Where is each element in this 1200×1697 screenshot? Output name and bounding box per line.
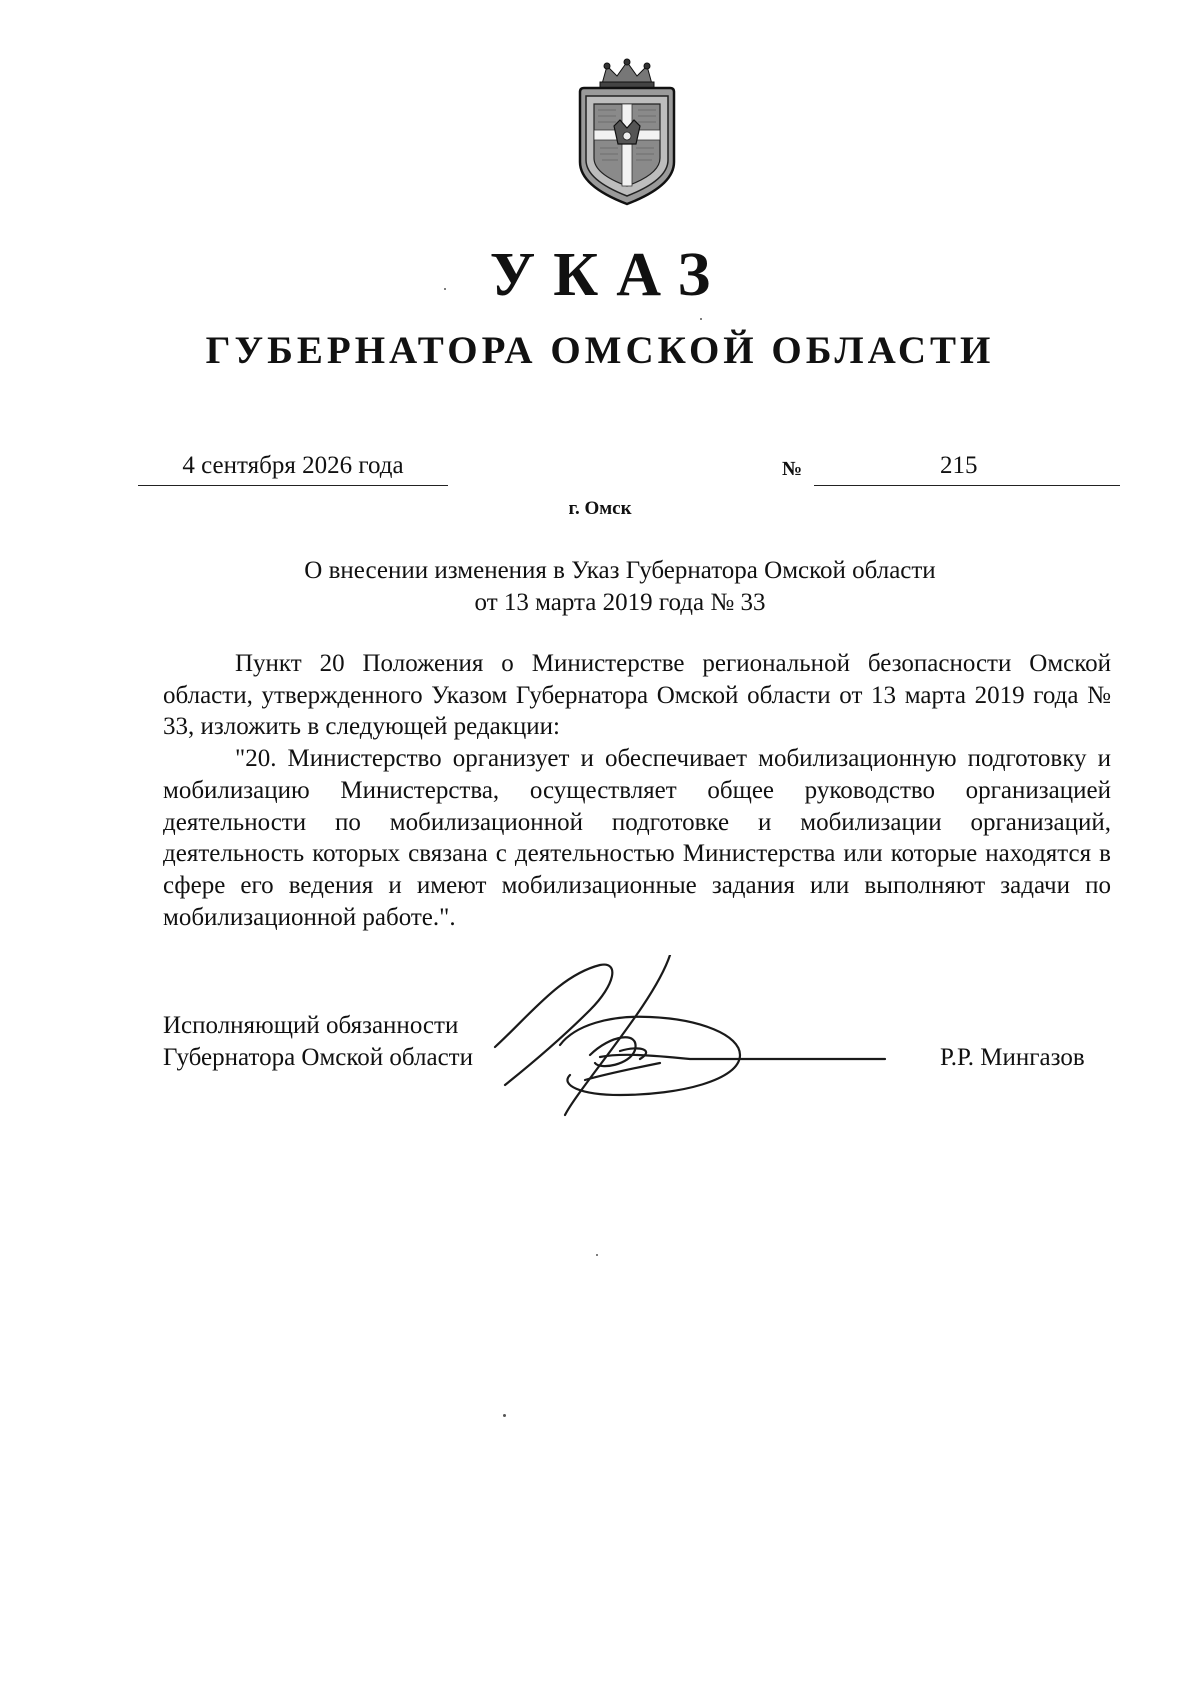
- signatory-position-line-1: Исполняющий обязанности: [163, 1012, 459, 1039]
- document-number: 215: [940, 452, 978, 479]
- signatory-position: [163, 1010, 473, 1074]
- document-title: УКАЗ: [489, 241, 729, 309]
- scan-speck: [444, 288, 446, 290]
- scan-speck: [700, 318, 702, 320]
- body-paragraph-2: "20. Министерство организует и обеспечивает мобилизационную подготовку и мобилизацию Министерства, осуществляет общее руководство организацией деятельности по мобилизационной подготовке и мобилизации организаций, деятельность которых связана с деятельностью Министерства или которые находятся в сфере его ведения и имеют мобилизационные задания или выполняют задачи по мобилизационной работе.".: [163, 745, 1111, 931]
- document-number-field: [814, 449, 1120, 486]
- signature-icon: [490, 955, 960, 1135]
- document-city: г. Омск: [568, 498, 632, 519]
- subject-line-1: О внесении изменения в Указ Губернатора Омской области: [304, 557, 936, 584]
- body-paragraph-1: Пункт 20 Положения о Министерстве региональной безопасности Омской области, утвержденного Указом Губернатора Омской области от 13 марта 2019 года № 33, изложить в следующей редакции:: [163, 650, 1111, 741]
- document-subject: [160, 555, 1080, 619]
- signatory-name: Р.Р. Мингазов: [940, 1044, 1085, 1071]
- document-date: 4 сентября 2026 года: [138, 449, 448, 486]
- scan-speck: [596, 1254, 598, 1256]
- signatory-position-line-2: Губернатора Омской области: [163, 1044, 473, 1071]
- number-label: №: [782, 458, 803, 480]
- document-issuer: ГУБЕРНАТОРА ОМСКОЙ ОБЛАСТИ: [205, 329, 995, 372]
- subject-line-2: от 13 марта 2019 года № 33: [474, 589, 766, 616]
- scan-speck: [503, 1414, 506, 1417]
- document-body: [163, 648, 1111, 933]
- coat-of-arms-icon: [572, 58, 682, 208]
